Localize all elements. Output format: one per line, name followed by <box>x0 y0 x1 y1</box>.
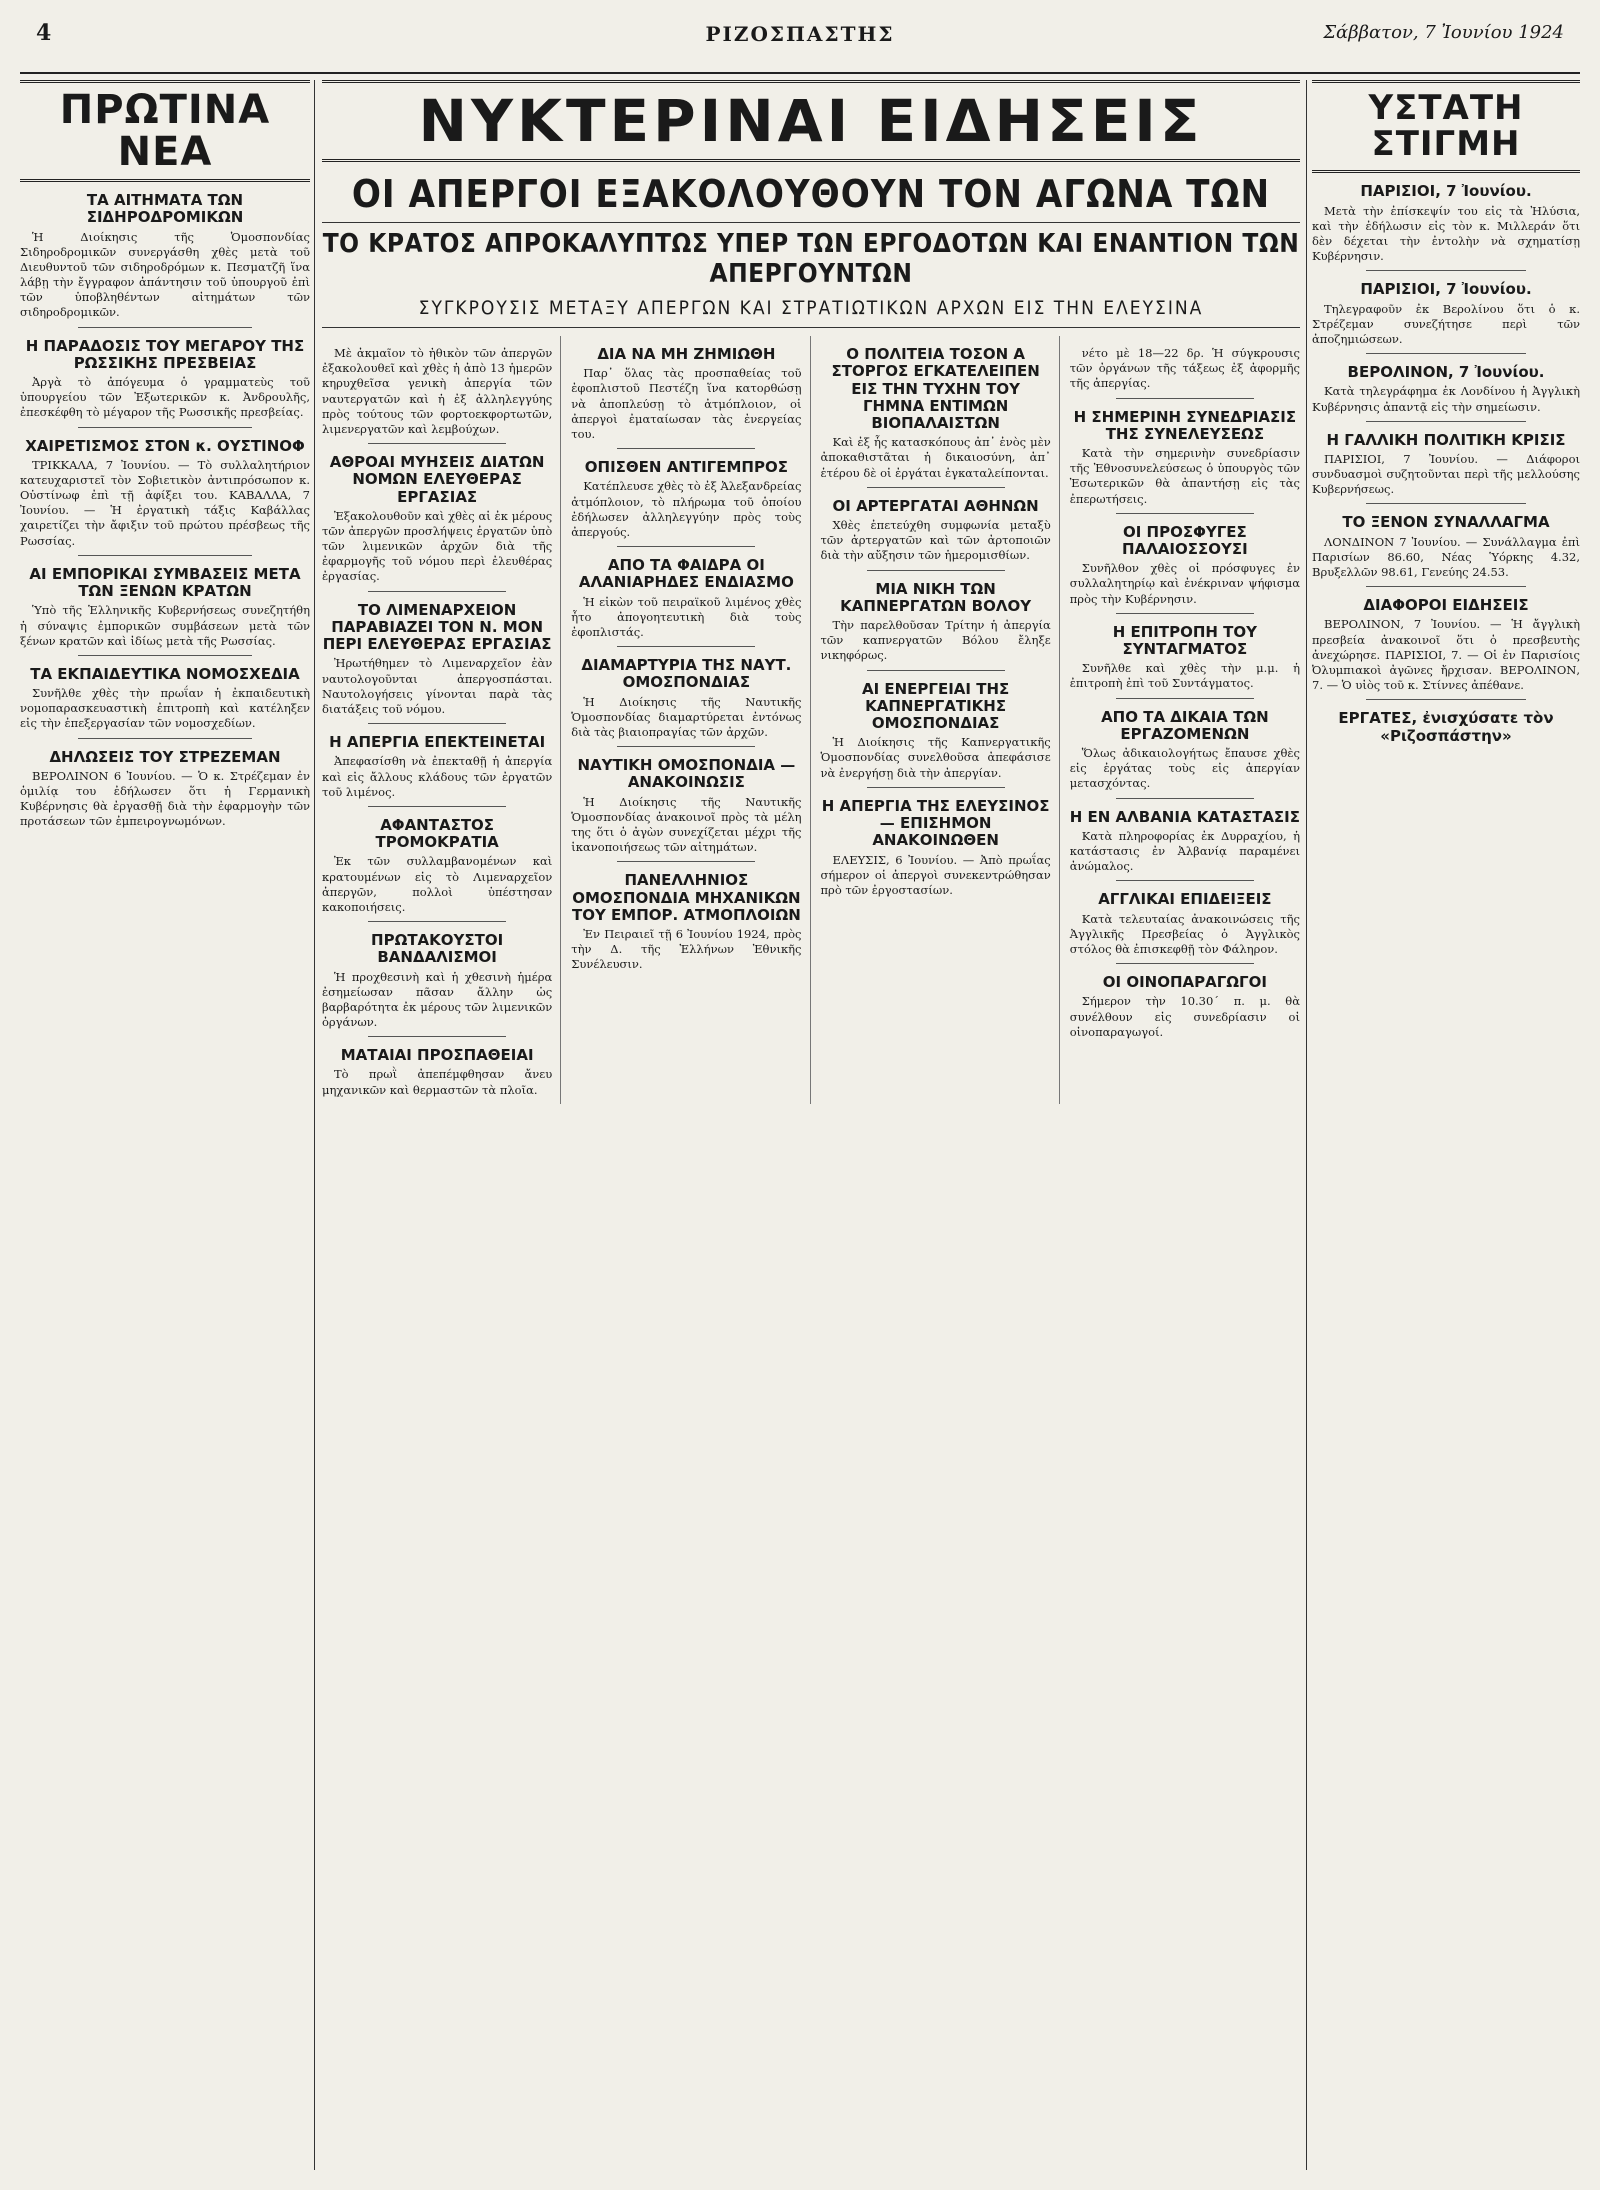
article-title: ΑΓΓΛΙΚΑΙ ΕΠΙΔΕΙΞΕΙΣ <box>1098 890 1272 909</box>
article-title: ΑΙ ΕΝΕΡΓΕΙΑΙ ΤΗΣ ΚΑΠΝΕΡΓΑΤΙΚΗΣ ΟΜΟΣΠΟΝΔΙΑΣ <box>861 679 1010 733</box>
article-body: Ἠρωτήθημεν τὸ Λιμεναρχεῖον ἐὰν ναυτολογοῦνται ἀπεργοσπάσται. Ναυτολογήσεις γίνονται παρὰ τὰς διατάξεις τοῦ νόμου. <box>322 656 553 716</box>
article-separator <box>78 327 252 328</box>
article-body: Συνῆλθε χθὲς τὴν πρωΐαν ἡ ἐκπαιδευτικὴ νομοπαρασκευαστικὴ ἐπιτροπὴ καὶ κατέληξεν εἰς τὴν ἐπεξεργασίαν τῶν νομοσχεδίων. <box>20 686 310 731</box>
article-separator <box>368 591 506 592</box>
article-separator <box>368 443 506 444</box>
article-body: Μὲ ἀκμαῖον τὸ ἠθικὸν τῶν ἀπεργῶν ἐξακολουθεῖ καὶ χθὲς ἡ ἀπὸ 13 ἡμερῶν κηρυχθεῖσα γενικὴ ἀπεργία τῶν ναυτεργατῶν καὶ ἡ ἐξ ἀλληλεγγύης πρὸς τούτους τῶν φορτοεκφορτωτῶν, λιμενεργατῶν καὶ λεμβούχων. <box>322 346 553 436</box>
left-articles <box>20 192 310 830</box>
right-column <box>1312 80 1580 2170</box>
article <box>1070 891 1300 957</box>
section-title-early-news: ΠΡΩΤΙΝΑ ΝΕΑ <box>20 80 310 182</box>
article-body: ΤΡΙΚΚΑΛΑ, 7 Ἰουνίου. — Τὸ συλλαλητήριον κατευχαριστεῖ τὸν Σοβιετικὸν ἀντιπρόσωπον κ. Οὐστίνωφ ἐπὶ τῇ ἀφίξει του. ΚΑΒΑΛΛΑ, 7 Ἰουνίου. — Ἡ ἐργατικὴ τάξις Καβάλλας χαιρετίζει τὴν ἄφιξιν τοῦ πρώτου πρέσβεως τῆς Ρωσσίας. <box>20 457 310 548</box>
article-title: ΔΙΑΦΟΡΟΙ ΕΙΔΗΣΕΙΣ <box>1363 596 1529 615</box>
article-title: ΑΦΑΝΤΑΣΤΟΣ ΤΡΟΜΟΚΡΑΤΙΑ <box>375 815 499 852</box>
article <box>20 666 310 732</box>
column-rule <box>1306 80 1307 2170</box>
sub-headline: ΤΟ ΚΡΑΤΟΣ ΑΠΡΟΚΑΛΥΠΤΩΣ ΥΠΕΡ ΤΩΝ ΕΡΓΟΔΟΤΩΝ ΚΑΙ ΕΝΑΝΤΙΟΝ ΤΩΝ ΑΠΕΡΓΟΥΝΤΩΝ <box>322 229 1300 289</box>
article-body: Ἡ Διοίκησις τῆς Καπνεργατικῆς Ὁμοσπονδίας συνελθοῦσα ἀπεφάσισε νὰ ἐνεργήσῃ διὰ τὴν ἀπεργίαν. <box>820 735 1051 780</box>
article <box>1070 346 1300 392</box>
article-body: Συνῆλθον χθὲς οἱ πρόσφυγες ἐν συλλαλητηρίῳ καὶ ἐνέκριναν ψήφισμα πρὸς τὴν Κυβέρνησιν. <box>1069 561 1300 606</box>
article-body: ΠΑΡΙΣΙΟΙ, 7 Ἰουνίου. — Διάφοροι συνδυασμοὶ συζητοῦνται περὶ τῆς μελλούσης Κυβερνήσεως. <box>1312 451 1580 497</box>
running-header <box>36 14 1564 54</box>
issue-date: Σάββατον, 7 Ἰουνίου 1924 <box>1323 22 1564 43</box>
article-body: ΒΕΡΟΛΙΝΟΝ 6 Ἰουνίου. — Ὁ κ. Στρέζεμαν ἐν ὁμιλίᾳ του ἐδήλωσεν ὅτι ἡ Γερμανικὴ Κυβέρνησις θὰ ἐργασθῇ διὰ τὴν ἐφαρμογὴν τῶν προτάσεων τῶν ἐμπειρογνωμόνων. <box>20 768 310 829</box>
article-body: Κατέπλευσε χθὲς τὸ ἐξ Ἀλεξανδρείας ἀτμόπλοιον, τὸ πλήρωμα τοῦ ὁποίου ἐδήλωσεν ἀλληλεγγύην πρὸς τοὺς ἀπεργούς. <box>571 479 802 539</box>
article-separator <box>617 746 755 747</box>
article <box>322 454 552 585</box>
article-title: ΔΗΛΩΣΕΙΣ ΤΟΥ ΣΤΡΕΖΕΜΑΝ <box>49 747 281 766</box>
article-title: ΑΙ ΕΜΠΟΡΙΚΑΙ ΣΥΜΒΑΣΕΙΣ ΜΕΤΑ ΤΩΝ ΞΕΝΩΝ ΚΡΑΤΩΝ <box>29 564 301 601</box>
article-title: ΠΡΩΤΑΚΟΥΣΤΟΙ ΒΑΝΔΑΛΙΣΜΟΙ <box>371 931 504 967</box>
article-body: ΕΛΕΥΣΙΣ, 6 Ἰουνίου. — Ἀπὸ πρωΐας σήμερον οἱ ἀπεργοὶ συνεκεντρώθησαν πρὸ τῶν ἐργοστασίων. <box>820 852 1051 897</box>
column-rule <box>314 80 315 2170</box>
article <box>20 566 310 649</box>
article <box>322 602 552 717</box>
article-separator <box>1366 421 1527 422</box>
article <box>1070 524 1300 607</box>
article <box>322 817 552 915</box>
article-title: ΔΙΑ ΝΑ ΜΗ ΖΗΜΙΩΘΗ <box>597 345 776 363</box>
article-title: ΜΑΤΑΙΑΙ ΠΡΟΣΠΑΘΕΙΑΙ <box>340 1046 534 1065</box>
article-title: ΤΟ ΞΕΝΟΝ ΣΥΝΑΛΛΑΓΜΑ <box>1342 513 1550 532</box>
middle-subcolumns <box>322 336 1300 1104</box>
article-title: ΠΑΡΙΣΙΟΙ, 7 Ἰουνίου. <box>1360 280 1532 299</box>
article-body: Ἡ προχθεσινὴ καὶ ἡ χθεσινὴ ἡμέρα ἐσημείωσαν πᾶσαν ἄλλην ὡς βαρβαρότητα ἐκ μέρους τῶν λιμενικῶν ὀργάνων. <box>322 969 553 1030</box>
article-title: Ο ΠΟΛΙΤΕΙΑ ΤΟΣΟΝ Α ΣΤΟΡΓΟΣ ΕΓΚΑΤΕΛΕΙΠΕΝ ΕΙΣ ΤΗΝ ΤΥΧΗΝ ΤΟΥ ΓΗΜΝΑ ΕΝΤΙΜΩΝ ΒΙΟΠΑΛΑΙΣΤΩΝ <box>831 345 1040 432</box>
article-separator <box>368 806 506 807</box>
article <box>1312 710 1580 745</box>
article-title: Η ΕΠΙΤΡΟΠΗ ΤΟΥ ΣΥΝΤΑΓΜΑΤΟΣ <box>1112 622 1258 658</box>
article-title: ΑΠΟ ΤΑ ΦΑΙΔΡΑ ΟΙ ΑΛΑΝΙΑΡΗΔΕΣ ΕΝΔΙΑΣΜΟ <box>578 556 794 592</box>
article-separator <box>867 787 1005 788</box>
article <box>571 872 801 972</box>
article-title: Η ΣΗΜΕΡΙΝΗ ΣΥΝΕΔΡΙΑΣΙΣ ΤΗΣ ΣΥΝΕΛΕΥΣΕΩΣ <box>1073 407 1297 443</box>
article-title: ΧΑΙΡΕΤΙΣΜΟΣ ΣΤΟΝ κ. ΟΥΣΤΙΝΟΦ <box>25 436 305 455</box>
article-body: Κατὰ πληροφορίας ἐκ Δυρραχίου, ἡ κατάστασις ἐν Ἀλβανίᾳ παραμένει ἀνώμαλος. <box>1069 828 1300 874</box>
article-body: ΒΕΡΟΛΙΝΟΝ, 7 Ἰουνίου. — Ἡ ἄγγλικὴ πρεσβεία ἀνακοινοῖ ὅτι ὁ πρεσβευτὴς ἀνεχώρησε. ΠΑΡΙΣΙΟΙ, 7. — Οἱ ἐν Παρισίοις Ὀλυμπιακοὶ ἀγῶνες ἤρχισαν. ΒΕΡΟΛΙΝΟΝ, 7. — Ὁ υἱὸς τοῦ κ. Στίννες ἀπέθανε. <box>1312 617 1580 693</box>
middle-subcolumn <box>322 336 561 1104</box>
article-body: Συνῆλθε καὶ χθὲς τὴν μ.μ. ἡ ἐπιτροπὴ ἐπὶ τοῦ Συντάγματος. <box>1069 661 1300 691</box>
article-separator <box>1116 613 1254 614</box>
article-separator <box>78 738 252 739</box>
article-separator <box>1116 963 1254 964</box>
article <box>821 798 1051 898</box>
article-title: ΔΙΑΜΑΡΤΥΡΙΑ ΤΗΣ ΝΑΥΤ. ΟΜΟΣΠΟΝΔΙΑΣ <box>581 656 792 692</box>
article-separator <box>1116 698 1254 699</box>
article-body: Χθὲς ἐπετεύχθη συμφωνία μεταξὺ τῶν ἀρτεργατῶν καὶ τῶν ἀρτοποιῶν διὰ τὴν αὔξησιν τῶν ἡμερομισθίων. <box>820 518 1051 563</box>
article-title: Η ΑΠΕΡΓΙΑ ΤΗΣ ΕΛΕΥΣΙΝΟΣ — ΕΠΙΣΗΜΟΝ ΑΝΑΚΟΙΝΩΘΕΝ <box>821 796 1050 850</box>
section-banner: ΝΥΚΤΕΡΙΝΑΙ ΕΙΔΗΣΕΙΣ <box>322 80 1300 162</box>
article-body: Τὴν παρελθοῦσαν Τρίτην ἡ ἀπεργία τῶν καπνεργατῶν Βόλου ἔληξε νικηφόρως. <box>820 618 1051 663</box>
article <box>1312 183 1580 264</box>
deck-headline: ΣΥΓΚΡΟΥΣΙΣ ΜΕΤΑΞΥ ΑΠΕΡΓΩΝ ΚΑΙ ΣΤΡΑΤΙΩΤΙΚΩΝ ΑΡΧΩΝ ΕΙΣ ΤΗΝ ΕΛΕΥΣΙΝΑ <box>322 297 1300 328</box>
main-headline: ΟΙ ΑΠΕΡΓΟΙ ΕΞΑΚΟΛΟΥΘΟΥΝ ΤΟΝ ΑΓΩΝΑ ΤΩΝ <box>322 172 1300 223</box>
article-title: ΤΑ ΑΙΤΗΜΑΤΑ ΤΩΝ ΣΙΔΗΡΟΔΡΟΜΙΚΩΝ <box>86 191 244 227</box>
article-separator <box>1366 353 1527 354</box>
article <box>322 1047 552 1098</box>
article <box>1312 432 1580 498</box>
article-separator <box>617 448 755 449</box>
article <box>20 749 310 830</box>
article-title: ΑΘΡΟΑΙ ΜΥΗΣΕΙΣ ΔΙΑΤΩΝ ΝΟΜΩΝ ΕΛΕΥΘΕΡΑΣ ΕΡΓΑΣΙΑΣ <box>329 453 545 506</box>
article-separator <box>78 555 252 556</box>
article-separator <box>1116 398 1254 399</box>
article-body: Ὅλως ἀδικαιολογήτως ἔπαυσε χθὲς εἰς ἐργάτας τοὺς εἰς ἀπεργίαν μετασχόντας. <box>1069 746 1300 791</box>
article-title: ΟΙ ΟΙΝΟΠΑΡΑΓΩΓΟΙ <box>1102 973 1267 992</box>
article-body: Ὑπὸ τῆς Ἑλληνικῆς Κυβερνήσεως συνεζητήθη ἡ σύναψις ἐμπορικῶν συμβάσεων μετὰ τῶν ξένων κρατῶν καὶ ἰδίως μετὰ τῆς Ρωσσίας. <box>20 603 310 648</box>
article-separator <box>368 723 506 724</box>
article-separator <box>368 1036 506 1037</box>
article-separator <box>617 546 755 547</box>
article-separator <box>867 570 1005 571</box>
article-title: ΟΙ ΑΡΤΕΡΓΑΤΑΙ ΑΘΗΝΩΝ <box>832 496 1039 515</box>
article <box>571 557 801 640</box>
article-title: Η ΑΠΕΡΓΙΑ ΕΠΕΚΤΕΙΝΕΤΑΙ <box>329 733 546 752</box>
article-body: Σήμερον τὴν 10.30΄ π. μ. θὰ συνέλθουν εἰς συνεδρίασιν οἱ οἰνοπαραγωγοί. <box>1069 994 1300 1039</box>
right-articles <box>1312 183 1580 744</box>
article-separator <box>1366 270 1527 271</box>
article <box>20 192 310 321</box>
article-separator <box>1116 513 1254 514</box>
article <box>322 932 552 1030</box>
article <box>1070 709 1300 792</box>
page-number: 4 <box>36 20 52 46</box>
article <box>1070 624 1300 692</box>
article <box>1312 514 1580 580</box>
middle-subcolumn <box>1070 336 1300 1104</box>
article-body: Τὸ πρωῒ ἀπεπέμφθησαν ἄνευ μηχανικῶν καὶ θερμαστῶν τὰ πλοῖα. <box>322 1067 553 1097</box>
article-body: Τηλεγραφοῦν ἐκ Βερολίνου ὅτι ὁ κ. Στρέζεμαν συνεζήτησε περὶ τῶν ἀποζημιώσεων. <box>1312 301 1580 346</box>
article <box>1312 281 1580 347</box>
article-separator <box>1366 699 1527 700</box>
article-separator <box>1116 798 1254 799</box>
article <box>821 681 1051 781</box>
article-separator <box>617 646 755 647</box>
article-title: ΕΡΓΑΤΕΣ, ἐνισχύσατε τὸν «Ριζοσπάστην» <box>1338 709 1554 745</box>
article-body: Ἡ Διοίκησις τῆς Ναυτικῆς Ὁμοσπονδίας διαμαρτύρεται ἐντόνως διὰ τὰς βιαιοπραγίας τῶν ἀρχῶν. <box>571 694 802 739</box>
article <box>571 459 801 540</box>
article-body: Ἡ εἰκὼν τοῦ πειραϊκοῦ λιμένος χθὲς ἦτο ἀπογοητευτικὴ διὰ τοὺς ἐφοπλιστάς. <box>571 594 802 639</box>
article-title: ΒΕΡΟΛΙΝΟΝ, 7 Ἰουνίου. <box>1347 363 1545 382</box>
article-body: Ἐξακολουθοῦν καὶ χθὲς αἱ ἐκ μέρους τῶν ἀπεργῶν προσλήψεις ἐργατῶν ὑπὸ τῶν λιμενικῶν ἀρχῶν διὰ τῆς ἐφαρμογῆς τοῦ νόμου περὶ ἐλευθέρας ἐργασίας. <box>322 508 553 584</box>
article-body: Κατὰ τὴν σημερινὴν συνεδρίασιν τῆς Ἐθνοσυνελεύσεως ὁ ὑπουργὸς τῶν Ἐσωτερικῶν θὰ ἀπαντήσῃ εἰς τὰς ἐπερωτήσεις. <box>1069 446 1300 506</box>
header-rule <box>20 72 1580 74</box>
article-body: Καὶ ἐξ ἧς κατασκόπους ἀπ᾽ ἐνὸς μὲν ἀποκαθιστᾶται ἡ δικαιοσύνη, ἀπ᾽ ἑτέρου δὲ οἱ ἐργάται ἐγκαταλείπονται. <box>820 435 1051 480</box>
article-separator <box>78 427 252 428</box>
article-body: Ἡ Διοίκησις τῆς Ναυτικῆς Ὁμοσπονδίας ἀνακοινοῖ πρὸς τὰ μέλη της ὅτι ὁ ἀγὼν συνεχίζεται μέχρι τῆς ἱκανοποιήσεως τῶν αἰτημάτων. <box>571 794 802 855</box>
article-body: Κατὰ τελευταίας ἀνακοινώσεις τῆς Ἀγγλικῆς Πρεσβείας ὁ Ἀγγλικὸς στόλος θὰ ἐπισκεφθῇ τὸν Φάληρον. <box>1069 911 1300 956</box>
article-title: ΝΑΥΤΙΚΗ ΟΜΟΣΠΟΝΔΙΑ — ΑΝΑΚΟΙΝΩΣΙΣ <box>577 756 796 792</box>
article-body: Παρ᾽ ὅλας τὰς προσπαθείας τοῦ ἐφοπλιστοῦ Πεστέζη ἵνα κατορθώσῃ νὰ ἀποπλεύσῃ τὸ ἀτμόπλοιον, οἱ ἀπεργοὶ ἐματαίωσαν τὰς ἐνεργείας του. <box>571 366 802 441</box>
article-separator <box>867 487 1005 488</box>
article-title: ΠΑΝΕΛΛΗΝΙΟΣ ΟΜΟΣΠΟΝΔΙΑ ΜΗΧΑΝΙΚΩΝ ΤΟΥ ΕΜΠΟΡ. ΑΤΜΟΠΛΟΙΩΝ <box>571 871 801 924</box>
article-body: Μετὰ τὴν ἐπίσκεψίν του εἰς τὰ Ἠλύσια, καὶ τὴν ἐδήλωσιν εἰς τὸν κ. Μιλλεράν ὅτι δὲν δέχεται τὴν ἐντολὴν νὰ σχηματίσῃ Κυβέρνησιν. <box>1312 203 1580 264</box>
article-separator <box>78 655 252 656</box>
article-title: ΤΟ ΛΙΜΕΝΑΡΧΕΙΟΝ ΠΑΡΑΒΙΑΖΕΙ ΤΟΝ Ν. ΜΟΝ ΠΕΡΙ ΕΛΕΥΘΕΡΑΣ ΕΡΓΑΣΙΑΣ <box>322 600 552 654</box>
article <box>821 346 1051 481</box>
article <box>1070 809 1300 875</box>
article-separator <box>867 670 1005 671</box>
article-body: Ἡ Διοίκησις τῆς Ὁμοσπονδίας Σιδηροδρομικῶν συνεργάσθη χθὲς μετὰ τοῦ Διευθυντοῦ τῶν σιδηροδρόμων κ. Πεσματζῆ ἵνα λάβῃ τὴν ἔγγραφον ἀπάντησιν τοῦ ὑπουργοῦ ἐπὶ τῶν ὑποβληθέντων αἰτημάτων τῶν σιδηροδρομικῶν. <box>20 229 310 320</box>
article-body: Ἀπεφασίσθη νὰ ἐπεκταθῇ ἡ ἀπεργία καὶ εἰς ἄλλους κλάδους τῶν ἐργατῶν τοῦ λιμένος. <box>322 754 553 799</box>
middle-column <box>322 80 1300 2170</box>
article <box>571 757 801 855</box>
article <box>1070 974 1300 1040</box>
article <box>1070 409 1300 507</box>
article <box>1312 364 1580 415</box>
article-body: Ἀργὰ τὸ ἀπόγευμα ὁ γραμματεὺς τοῦ ὑπουργείου τῶν Ἐξωτερικῶν κ. Ἀνδρουλῆς, ἐπεσκέφθη τὸ μέγαρον τῆς Ρωσσικῆς πρεσβείας. <box>20 375 310 420</box>
article-title: ΤΑ ΕΚΠΑΙΔΕΥΤΙΚΑ ΝΟΜΟΣΧΕΔΙΑ <box>30 664 300 683</box>
article-title: ΑΠΟ ΤΑ ΔΙΚΑΙΑ ΤΩΝ ΕΡΓΑΖΟΜΕΝΩΝ <box>1101 707 1269 743</box>
article <box>821 498 1051 564</box>
left-column <box>20 80 310 2170</box>
article-body: νέτο μὲ 18—22 δρ. Ἡ σύγκρουσις τῶν ὀργάνων τῆς τάξεως ἐξ ἀφορμῆς τῆς ἀπεργίας. <box>1069 346 1300 391</box>
article-separator <box>1366 586 1527 587</box>
article-title: ΠΑΡΙΣΙΟΙ, 7 Ἰουνίου. <box>1360 182 1532 201</box>
article-body: Ἐκ τῶν συλλαμβανομένων καὶ κρατουμένων εἰς τὸ Λιμεναρχεῖον ἀπεργῶν, πολλοὶ ὑπέστησαν κακοποιήσεις. <box>322 854 553 914</box>
article <box>1312 597 1580 693</box>
article-body: ΛΟΝΔΙΝΟΝ 7 Ἰουνίου. — Συνάλλαγμα ἐπὶ Παρισίων 86.60, Νέας Ὑόρκης 4.32, Βρυξελλῶν 98.61, Γενεύης 24.53. <box>1312 534 1580 580</box>
article <box>821 581 1051 664</box>
article-title: ΟΙ ΠΡΟΣΦΥΓΕΣ ΠΑΛΑΙΟΣΣΟΥΣΙ <box>1122 522 1248 558</box>
article <box>20 338 310 421</box>
article <box>571 657 801 740</box>
article-title: Η ΠΑΡΑΔΟΣΙΣ ΤΟΥ ΜΕΓΑΡΟΥ ΤΗΣ ΡΩΣΣΙΚΗΣ ΠΡΕΣΒΕΙΑΣ <box>25 336 305 372</box>
article-body: Ἐν Πειραιεῖ τῇ 6 Ἰουνίου 1924, πρὸς τὴν Δ. τῆς Ἑλλήνων Ἐθνικῆς Συνέλευσιν. <box>571 927 802 972</box>
article <box>20 438 310 549</box>
article-title: Η ΕΝ ΑΛΒΑΝΙΑ ΚΑΤΑΣΤΑΣΙΣ <box>1069 807 1300 826</box>
article <box>571 346 801 442</box>
article-separator <box>617 861 755 862</box>
middle-subcolumn <box>821 336 1060 1104</box>
article-separator <box>1116 880 1254 881</box>
masthead: ΡΙΖΟΣΠΑΣΤΗΣ <box>705 22 895 46</box>
article-title: Η ΓΑΛΛΙΚΗ ΠΟΛΙΤΙΚΗ ΚΡΙΣΙΣ <box>1326 430 1566 449</box>
article-body: Κατὰ τηλεγράφημα ἐκ Λονδίνου ἡ Ἀγγλικὴ Κυβέρνησις ἀπαντᾷ εἰς τὴν σημείωσιν. <box>1312 384 1580 414</box>
middle-subcolumn <box>571 336 810 1104</box>
article <box>322 734 552 800</box>
article-title: ΟΠΙΣΘΕΝ ΑΝΤΙΓΕΜΠΡΟΣ <box>584 458 788 477</box>
article-separator <box>1366 503 1527 504</box>
article <box>322 346 552 437</box>
article-title: ΜΙΑ ΝΙΚΗ ΤΩΝ ΚΑΠΝΕΡΓΑΤΩΝ ΒΟΛΟΥ <box>840 579 1032 615</box>
article-separator <box>368 921 506 922</box>
section-title-last-minute: ΥΣΤΑΤΗ ΣΤΙΓΜΗ <box>1312 80 1580 173</box>
